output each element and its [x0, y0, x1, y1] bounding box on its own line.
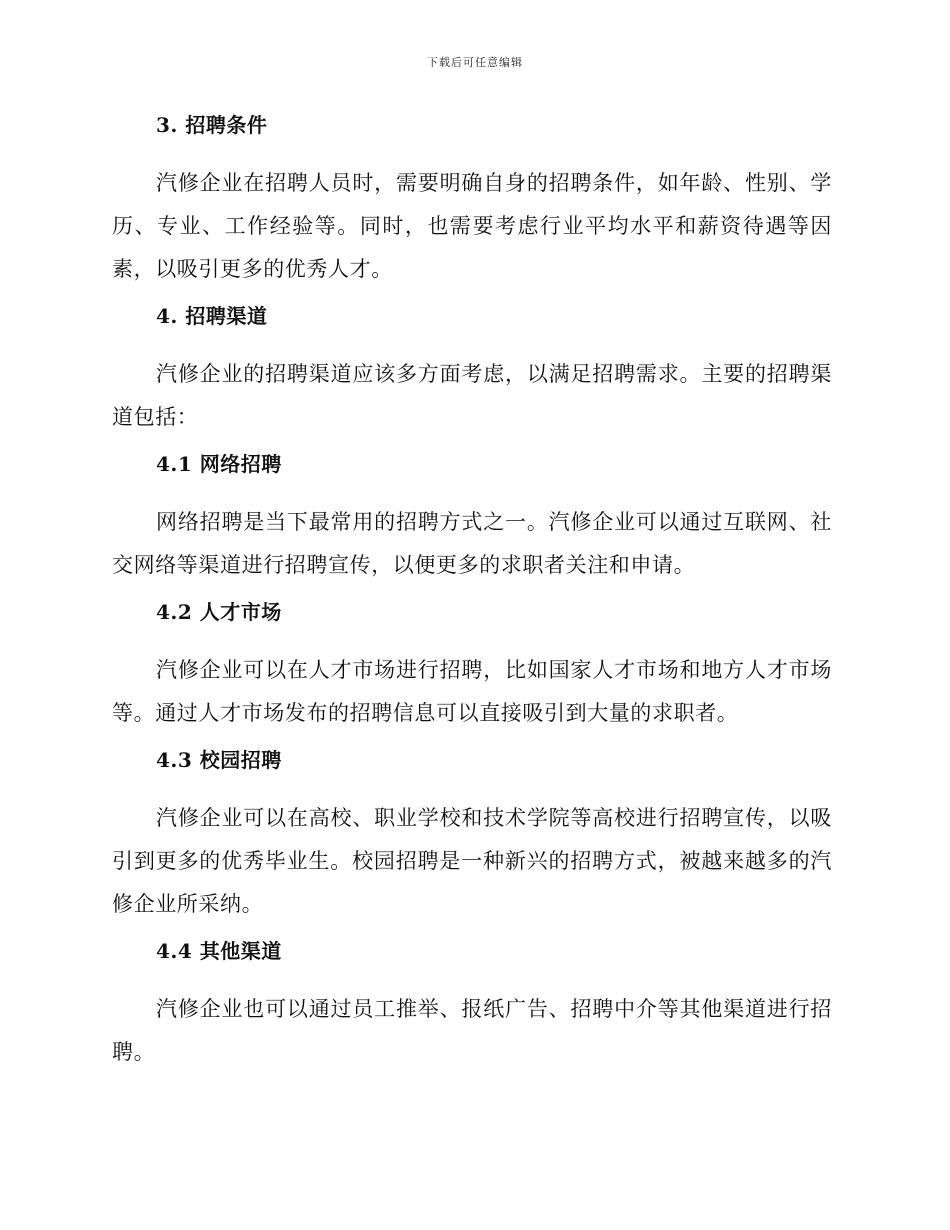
- section-paragraph-4: 汽修企业的招聘渠道应该多方面考虑，以满足招聘需求。主要的招聘渠道包括：: [112, 362, 832, 429]
- section-paragraph-4-1: 网络招聘是当下最常用的招聘方式之一。汽修企业可以通过互联网、社交网络等渠道进行招聘宣传，以便更多的求职者关注和申请。: [112, 510, 832, 577]
- document-body: [112, 110, 832, 1074]
- section-heading-3: 3. 招聘条件: [156, 113, 268, 137]
- section-heading-4-2: 4.2 人才市场: [156, 600, 282, 624]
- section-paragraph-4-2: 汽修企业可以在人才市场进行招聘，比如国家人才市场和地方人才市场等。通过人才市场发布的招聘信息可以直接吸引到大量的求职者。: [112, 658, 832, 725]
- section-heading-4-4: 4.4 其他渠道: [156, 939, 282, 963]
- section-paragraph-3: 汽修企业在招聘人员时，需要明确自身的招聘条件，如年龄、性别、学历、专业、工作经验等。同时，也需要考虑行业平均水平和薪资待遇等因素，以吸引更多的优秀人才。: [112, 171, 832, 281]
- section-paragraph-4-3: 汽修企业可以在高校、职业学校和技术学院等高校进行招聘宣传，以吸引到更多的优秀毕业生。校园招聘是一种新兴的招聘方式，被越来越多的汽修企业所采纳。: [112, 806, 832, 916]
- header-note: 下载后可任意编辑: [427, 56, 523, 69]
- section-paragraph-4-4: 汽修企业也可以通过员工推举、报纸广告、招聘中介等其他渠道进行招聘。: [112, 997, 832, 1064]
- section-heading-4-3: 4.3 校园招聘: [156, 748, 282, 772]
- section-heading-4: 4. 招聘渠道: [156, 304, 268, 328]
- section-heading-4-1: 4.1 网络招聘: [156, 452, 282, 476]
